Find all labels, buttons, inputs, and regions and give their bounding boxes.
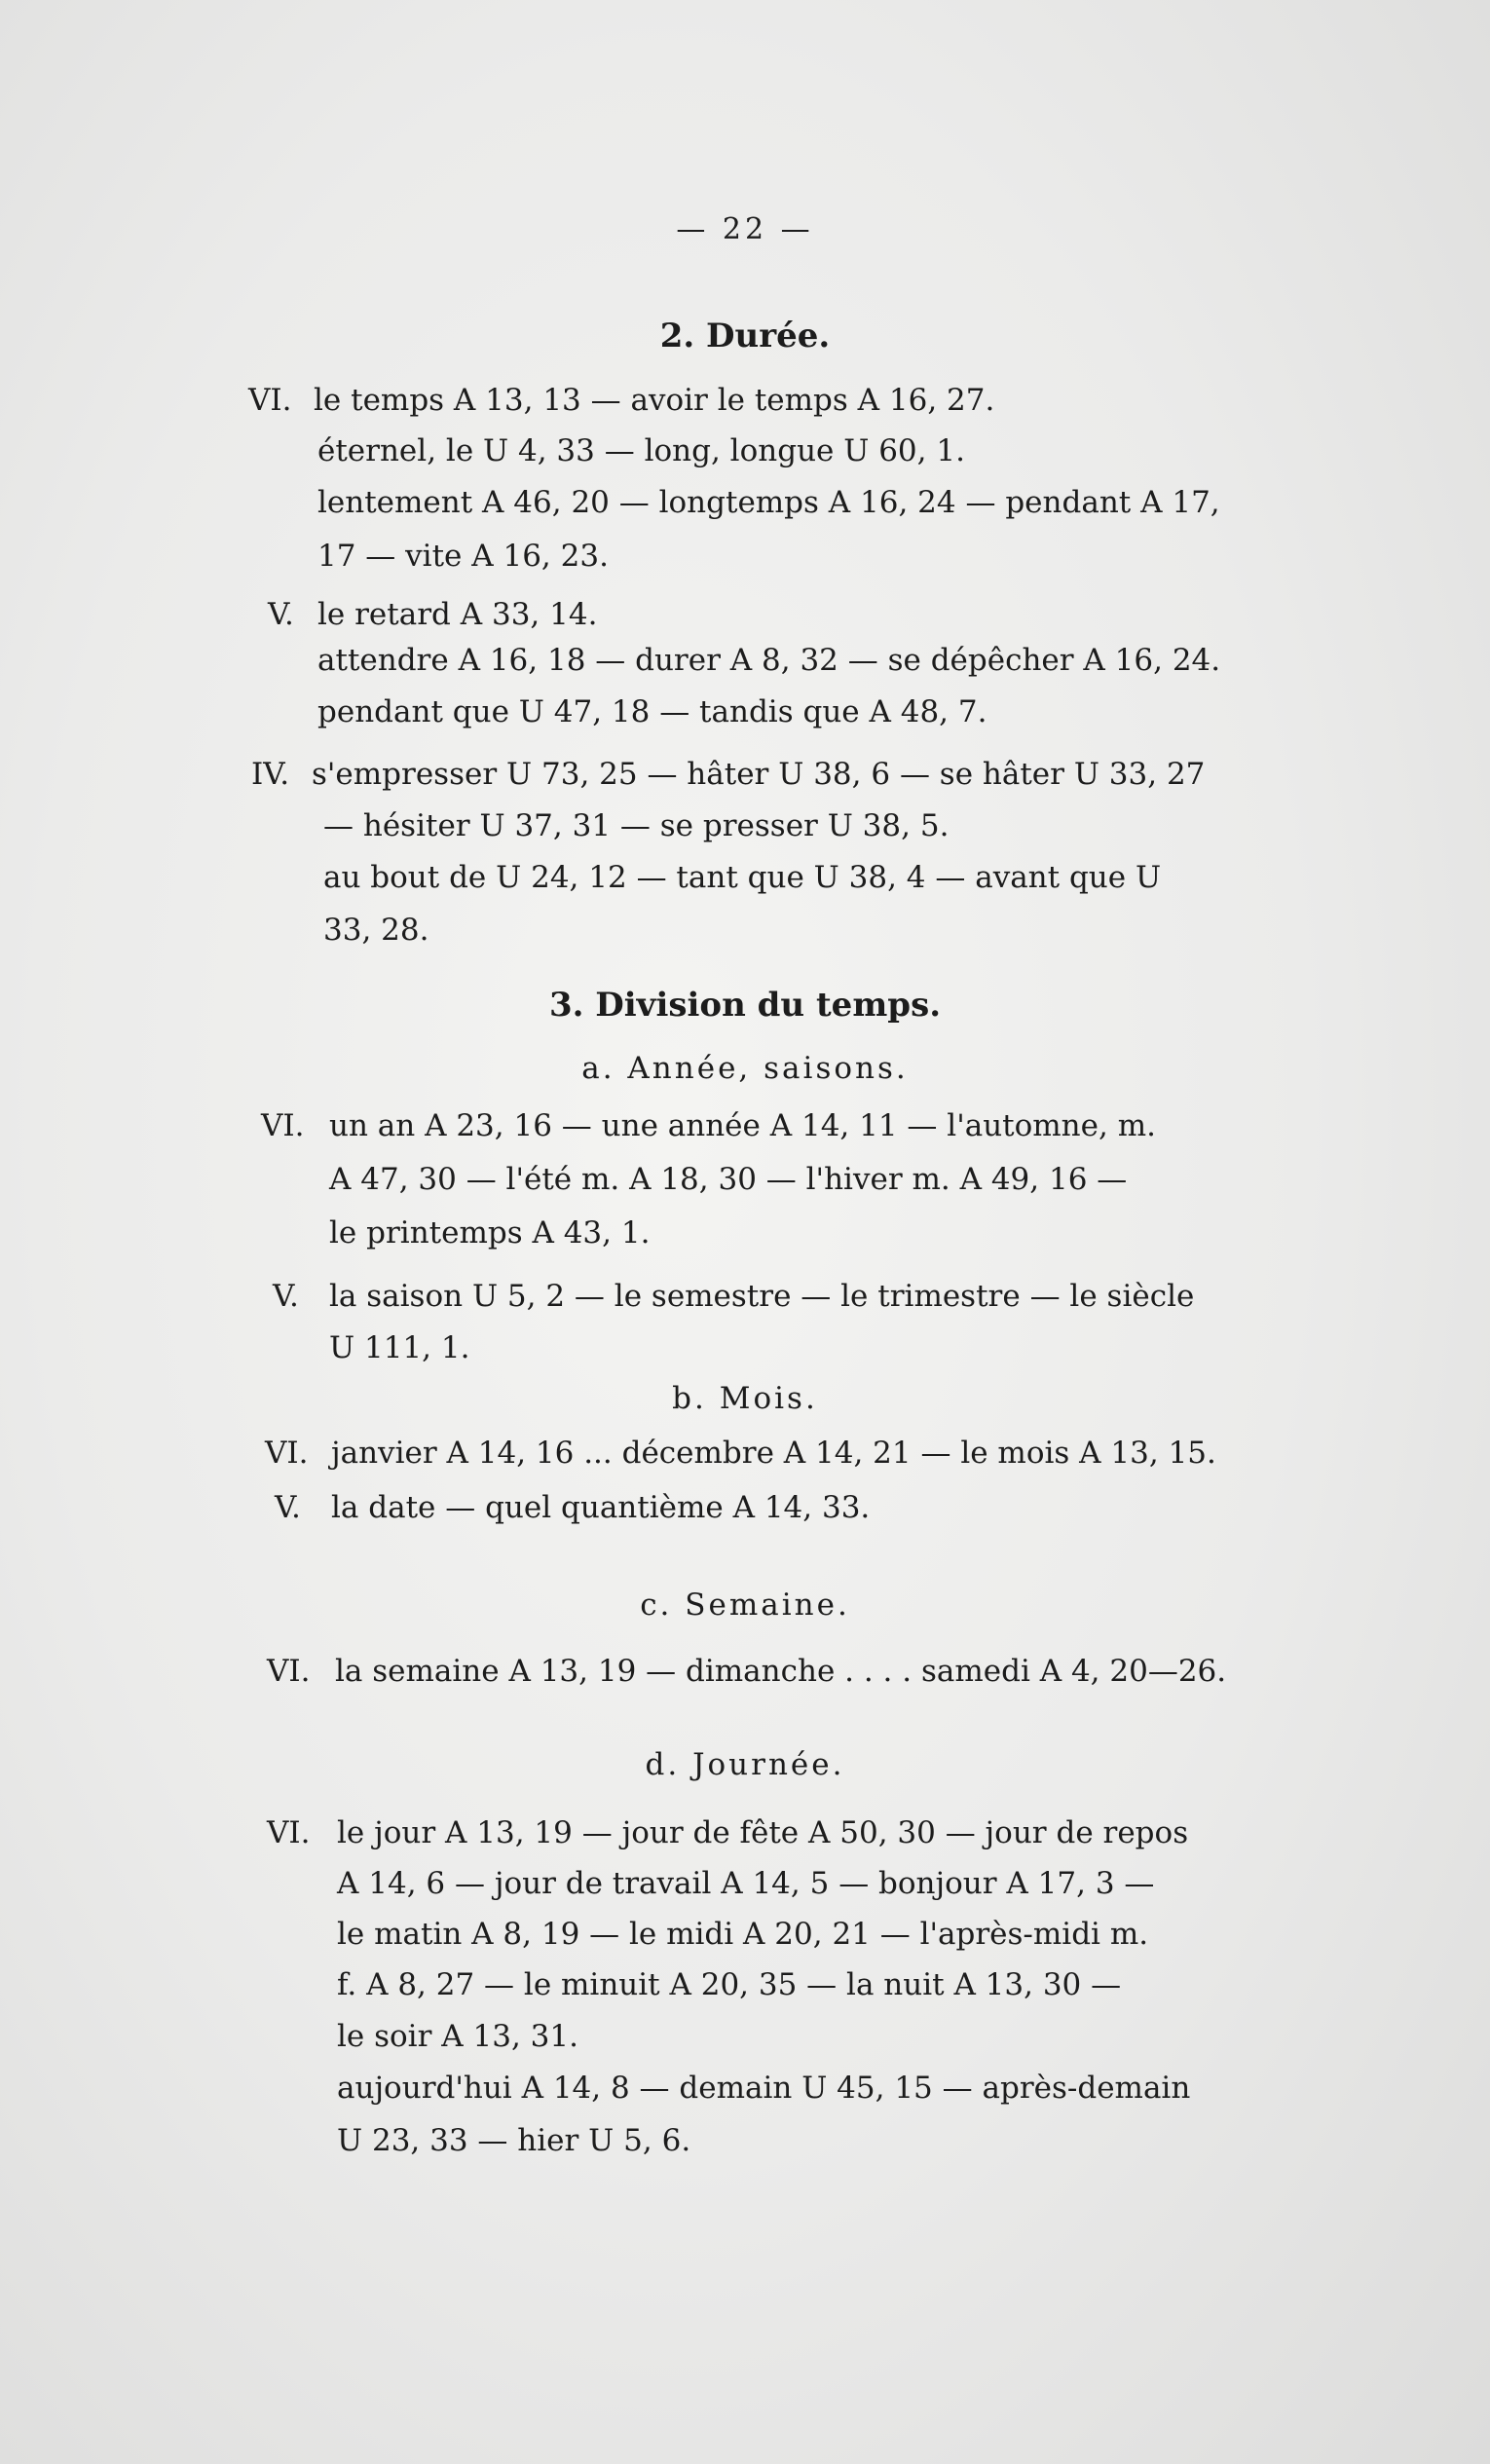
entry-line: le retard A 33, 14. xyxy=(317,597,598,632)
level-label: VI. xyxy=(261,1108,305,1143)
entry-line: — hésiter U 37, 31 — se presser U 38, 5. xyxy=(323,808,950,843)
entry-line: éternel, le U 4, 33 — long, longue U 60, 1. xyxy=(317,433,965,468)
entry-line: un an A 23, 16 — une année A 14, 11 — l'automne, m. xyxy=(329,1108,1156,1143)
subsection-title-mois: b. Mois. xyxy=(672,1381,818,1416)
entry-line: 33, 28. xyxy=(323,913,429,948)
entry-line: le temps A 13, 13 — avoir le temps A 16, 27. xyxy=(314,383,995,418)
entry-line: le soir A 13, 31. xyxy=(337,2019,578,2054)
entry-line: le printemps A 43, 1. xyxy=(329,1215,651,1251)
entry-line: U 23, 33 — hier U 5, 6. xyxy=(337,2123,691,2158)
entry-line: s'empresser U 73, 25 — hâter U 38, 6 — se hâter U 33, 27 xyxy=(312,757,1206,792)
subsection-title-semaine: c. Semaine. xyxy=(640,1587,850,1623)
entry-line: pendant que U 47, 18 — tandis que A 48, 7. xyxy=(317,694,987,729)
section-title-division: 3. Division du temps. xyxy=(548,986,942,1025)
entry-line: A 14, 6 — jour de travail A 14, 5 — bonjour A 17, 3 — xyxy=(337,1866,1155,1901)
section-title-duree: 2. Durée. xyxy=(659,317,831,355)
entry-line: A 47, 30 — l'été m. A 18, 30 — l'hiver m. A 49, 16 — xyxy=(329,1162,1128,1197)
entry-line: la semaine A 13, 19 — dimanche . . . . samedi A 4, 20—26. xyxy=(335,1654,1227,1689)
level-label: V. xyxy=(273,1279,299,1314)
entry-line: la saison U 5, 2 — le semestre — le trimestre — le siècle xyxy=(329,1279,1195,1314)
entry-line: le matin A 8, 19 — le midi A 20, 21 — l'après-midi m. xyxy=(337,1917,1149,1952)
level-label: VI. xyxy=(267,1815,311,1850)
entry-line: la date — quel quantième A 14, 33. xyxy=(331,1490,871,1525)
entry-line: f. A 8, 27 — le minuit A 20, 35 — la nuit A 13, 30 — xyxy=(337,1967,1122,2002)
level-label: V. xyxy=(275,1490,301,1525)
entry-line: 17 — vite A 16, 23. xyxy=(317,539,609,574)
level-label: VI. xyxy=(248,383,292,418)
entry-line: le jour A 13, 19 — jour de fête A 50, 30 — jour de repos xyxy=(337,1815,1189,1850)
entry-line: U 111, 1. xyxy=(329,1330,470,1365)
entry-line: au bout de U 24, 12 — tant que U 38, 4 — avant que U xyxy=(323,860,1162,895)
subsection-title-journee: d. Journée. xyxy=(645,1747,845,1782)
level-label: VI. xyxy=(265,1436,309,1471)
page-number: — 22 — xyxy=(676,212,814,246)
level-label: V. xyxy=(268,597,294,632)
entry-line: lentement A 46, 20 — longtemps A 16, 24 — pendant A 17, xyxy=(317,485,1220,520)
entry-line: attendre A 16, 18 — durer A 8, 32 — se dépêcher A 16, 24. xyxy=(317,643,1221,678)
level-label: IV. xyxy=(251,757,290,792)
subsection-title-annee: a. Année, saisons. xyxy=(581,1051,909,1086)
entry-line: janvier A 14, 16 ... décembre A 14, 21 — le mois A 13, 15. xyxy=(331,1436,1216,1471)
level-label: VI. xyxy=(267,1654,311,1689)
entry-line: aujourd'hui A 14, 8 — demain U 45, 15 — après-demain xyxy=(337,2071,1191,2106)
